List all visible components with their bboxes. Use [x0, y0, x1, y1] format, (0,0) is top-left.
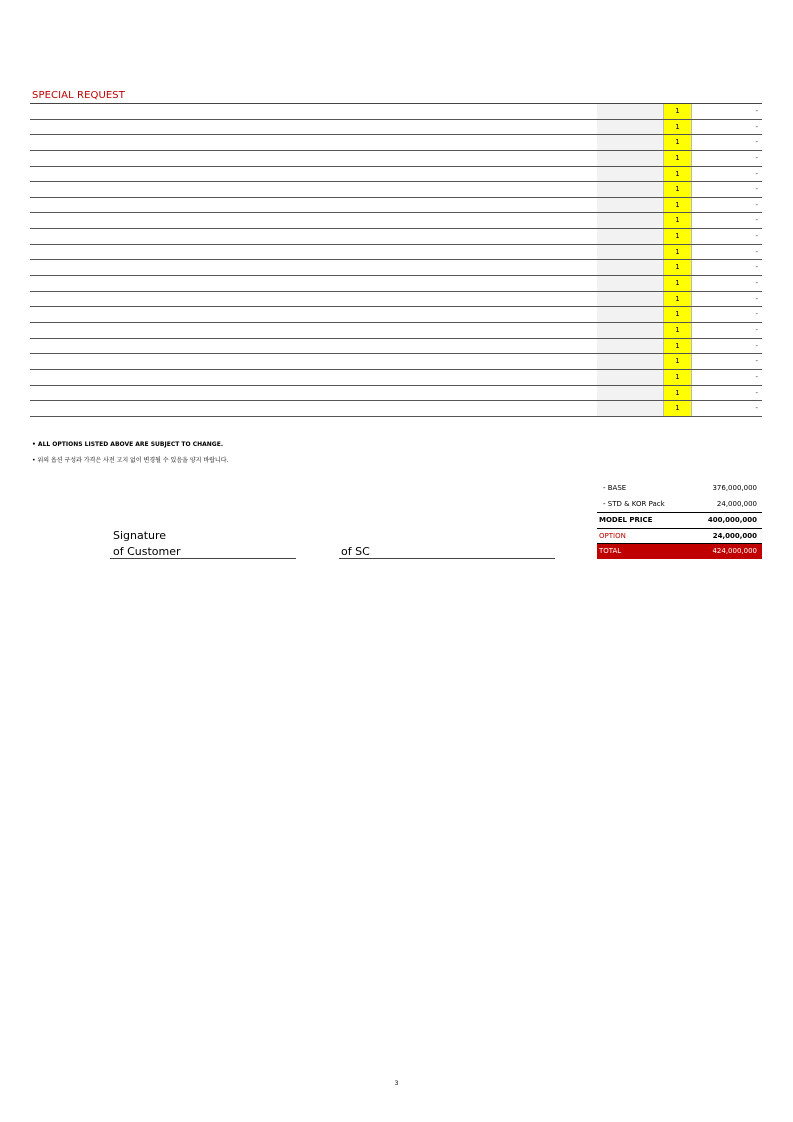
- quantity-cell[interactable]: 1: [663, 386, 692, 401]
- table-row: [30, 213, 762, 229]
- table-row: [30, 354, 762, 370]
- request-description-cell[interactable]: [30, 229, 597, 244]
- amount-cell: -: [755, 169, 758, 178]
- quantity-cell[interactable]: 1: [663, 245, 692, 260]
- unit-price-cell[interactable]: [597, 151, 663, 166]
- unit-price-cell[interactable]: [597, 339, 663, 354]
- base-row: [597, 481, 762, 497]
- table-row: [30, 276, 762, 292]
- section-title: SPECIAL REQUEST: [32, 90, 125, 101]
- amount-cell: -: [755, 107, 758, 115]
- signature-label-line2: of Customer: [113, 545, 181, 558]
- pack-row: [597, 497, 762, 513]
- request-description-cell[interactable]: [30, 120, 597, 135]
- quantity-cell[interactable]: 1: [663, 213, 692, 228]
- amount-cell: -: [755, 122, 758, 131]
- amount-cell: -: [755, 325, 758, 334]
- unit-price-cell[interactable]: [597, 386, 663, 401]
- unit-price-cell[interactable]: [597, 370, 663, 385]
- unit-price-cell[interactable]: [597, 323, 663, 338]
- model-price-label: MODEL PRICE: [599, 516, 653, 524]
- request-description-cell[interactable]: [30, 213, 597, 228]
- total-row: [597, 543, 762, 559]
- sc-signature-label: of SC: [341, 545, 370, 558]
- amount-cell: -: [755, 263, 758, 272]
- unit-price-cell[interactable]: [597, 292, 663, 307]
- note-korean: • 위의 옵션 구성과 가격은 사전 고지 없이 변경될 수 있음을 양지 바랍니다.: [32, 457, 229, 464]
- quantity-cell[interactable]: 1: [663, 151, 692, 166]
- model-price-row: [597, 512, 762, 528]
- request-description-cell[interactable]: [30, 292, 597, 307]
- page-number: 3: [394, 1080, 399, 1087]
- table-row: [30, 386, 762, 402]
- quantity-cell[interactable]: 1: [663, 292, 692, 307]
- table-row: [30, 167, 762, 183]
- amount-cell: -: [755, 200, 758, 209]
- customer-signature-label: [113, 528, 181, 560]
- quantity-cell[interactable]: 1: [663, 307, 692, 322]
- pack-value: 24,000,000: [716, 499, 757, 508]
- quantity-cell[interactable]: 1: [663, 198, 692, 213]
- unit-price-cell[interactable]: [597, 307, 663, 322]
- table-row: [30, 151, 762, 167]
- quantity-cell[interactable]: 1: [663, 135, 692, 150]
- request-description-cell[interactable]: [30, 135, 597, 150]
- amount-cell: -: [755, 232, 758, 241]
- amount-cell: -: [755, 138, 758, 147]
- notes: [32, 437, 228, 469]
- signature-label-line1: Signature: [113, 529, 167, 542]
- quantity-cell[interactable]: 1: [663, 182, 692, 197]
- request-description-cell[interactable]: [30, 260, 597, 275]
- amount-cell: -: [755, 341, 758, 350]
- table-row: [30, 229, 762, 245]
- unit-price-cell[interactable]: [597, 135, 663, 150]
- table-row: [30, 307, 762, 323]
- amount-cell: -: [755, 247, 758, 256]
- base-value: 376,000,000: [712, 484, 757, 492]
- unit-price-cell[interactable]: [597, 401, 663, 416]
- customer-signature-line[interactable]: [110, 558, 296, 559]
- unit-price-cell[interactable]: [597, 354, 663, 369]
- amount-cell: -: [755, 388, 758, 397]
- amount-cell: -: [755, 357, 758, 366]
- quantity-cell[interactable]: 1: [663, 354, 692, 369]
- table-row: [30, 245, 762, 261]
- unit-price-cell[interactable]: [597, 276, 663, 291]
- table-row: [30, 292, 762, 308]
- table-row: [30, 198, 762, 214]
- amount-cell: -: [755, 216, 758, 225]
- request-description-cell[interactable]: [30, 198, 597, 213]
- request-description-cell[interactable]: [30, 307, 597, 322]
- option-row: [597, 528, 762, 544]
- amount-cell: -: [755, 185, 758, 194]
- amount-cell: -: [755, 310, 758, 319]
- request-description-cell[interactable]: [30, 276, 597, 291]
- quantity-cell[interactable]: 1: [663, 229, 692, 244]
- quantity-cell[interactable]: 1: [663, 339, 692, 354]
- quantity-cell[interactable]: 1: [663, 401, 692, 416]
- unit-price-cell[interactable]: [597, 182, 663, 197]
- table-row: [30, 104, 762, 120]
- request-description-cell[interactable]: [30, 386, 597, 401]
- total-value: 424,000,000: [712, 547, 757, 555]
- total-label: TOTAL: [599, 547, 622, 555]
- table-row: [30, 120, 762, 136]
- request-description-cell[interactable]: [30, 354, 597, 369]
- unit-price-cell[interactable]: [597, 167, 663, 182]
- quantity-cell[interactable]: 1: [663, 276, 692, 291]
- request-description-cell[interactable]: [30, 245, 597, 260]
- amount-cell: -: [755, 372, 758, 381]
- base-label: - BASE: [603, 484, 627, 492]
- request-description-cell[interactable]: [30, 104, 597, 119]
- request-description-cell[interactable]: [30, 167, 597, 182]
- price-summary: [597, 481, 762, 559]
- table-row: [30, 370, 762, 386]
- table-row: [30, 339, 762, 355]
- request-description-cell[interactable]: [30, 182, 597, 197]
- table-row: [30, 135, 762, 151]
- request-description-cell[interactable]: [30, 401, 597, 416]
- model-price-value: 400,000,000: [707, 516, 757, 524]
- unit-price-cell[interactable]: [597, 198, 663, 213]
- quantity-cell[interactable]: 1: [663, 370, 692, 385]
- quantity-cell[interactable]: 1: [663, 167, 692, 182]
- request-description-cell[interactable]: [30, 370, 597, 385]
- unit-price-cell[interactable]: [597, 120, 663, 135]
- quantity-cell[interactable]: 1: [663, 323, 692, 338]
- special-request-table: [30, 103, 762, 417]
- unit-price-cell[interactable]: [597, 260, 663, 275]
- amount-cell: -: [755, 294, 758, 303]
- sc-signature-line[interactable]: [339, 558, 555, 559]
- table-row: [30, 401, 762, 417]
- request-description-cell[interactable]: [30, 151, 597, 166]
- unit-price-cell[interactable]: [597, 245, 663, 260]
- option-label: OPTION: [599, 531, 626, 540]
- table-row: [30, 323, 762, 339]
- request-description-cell[interactable]: [30, 339, 597, 354]
- quantity-cell[interactable]: 1: [663, 260, 692, 275]
- quantity-cell[interactable]: 1: [663, 120, 692, 135]
- table-row: [30, 182, 762, 198]
- unit-price-cell[interactable]: [597, 213, 663, 228]
- amount-cell: -: [755, 153, 758, 162]
- unit-price-cell[interactable]: [597, 229, 663, 244]
- note-english: • ALL OPTIONS LISTED ABOVE ARE SUBJECT TO CHANGE.: [32, 441, 224, 448]
- table-row: [30, 260, 762, 276]
- quantity-cell[interactable]: 1: [663, 104, 692, 119]
- unit-price-cell[interactable]: [597, 104, 663, 119]
- option-value: 24,000,000: [712, 531, 757, 540]
- amount-cell: -: [755, 404, 758, 413]
- pack-label: - STD & KOR Pack: [603, 499, 665, 508]
- request-description-cell[interactable]: [30, 323, 597, 338]
- amount-cell: -: [755, 279, 758, 288]
